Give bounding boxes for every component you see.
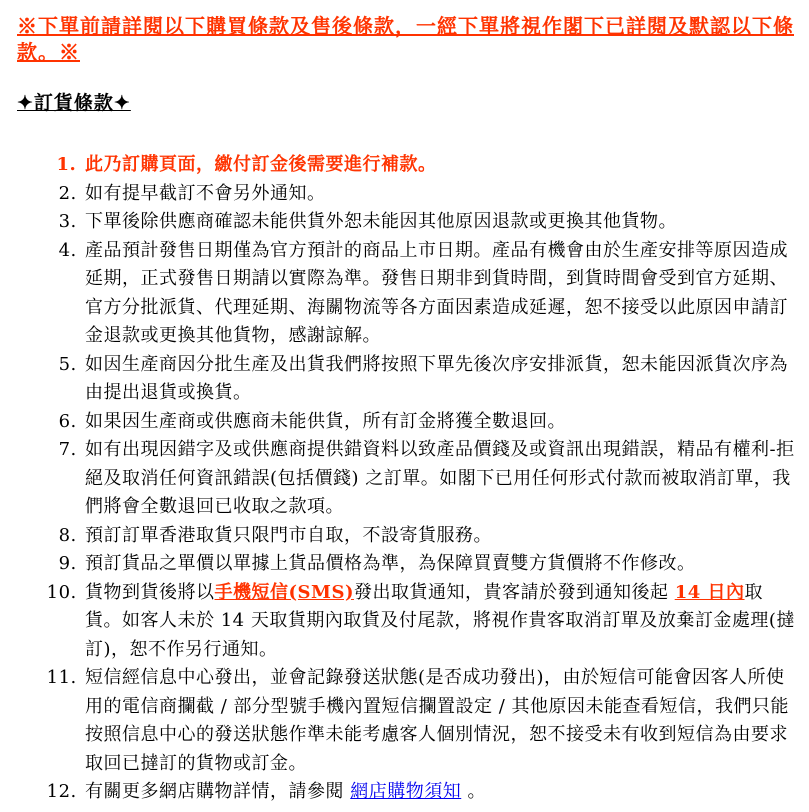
term-item-6: 6. 如果因生產商或供應商未能供貨，所有訂金將獲全數退回。 (83, 408, 795, 437)
term-item-12 (83, 778, 795, 807)
term-10-text-lead: 貨物到貨後將以 (85, 581, 215, 603)
term-item-11: 11. 短信經信息中心發出，並會記錄發送狀態(是否成功發出)，由於短信可能會因客人所使用的電信商攔截 / 部分型號手機內置短信攔置設定 / 其他原因未能查看短信，我們只能按照信息中心的發送狀態作準未能考慮客人個別情況，恕不接受未有收到短信為由要求取回已撻訂的貨物或訂金。 (83, 664, 795, 778)
sms-notice-highlight: 手機短信(SMS) (214, 581, 354, 603)
term-12-text-tail: 。 (461, 781, 486, 802)
order-terms-list (17, 151, 795, 807)
term-item-4: 4. 產品預計發售日期僅為官方預計的商品上市日期。產品有機會由於生產安排等原因造成延期，正式發售日期請以實際為準。發售日期非到貨時間，到貨時間會受到官方延期、官方分批派貨、代理延期、海關物流等各方面因素造成延遲，恕不接受以此原因申請訂金退款或更換其他貨物，感謝諒解。 (83, 237, 795, 351)
term-12-text-lead: 有關更多網店購物詳情，請參閱 (85, 781, 351, 802)
term-item-1: 1. 此乃訂購頁面，繳付訂金後需要進行補款。 (83, 151, 795, 180)
purchase-notice-banner: ※下單前請詳閱以下購買條款及售後條款，一經下單將視作閣下已詳閱及默認以下條款。※ (17, 14, 794, 64)
term-item-2: 2. 如有提早截訂不會另外通知。 (83, 180, 795, 209)
term-10-text-mid: 發出取貨通知，貴客請於發到通知後起 (353, 581, 675, 603)
term-item-5: 5. 如因生產商因分批生產及出貨我們將按照下單先後次序安排派貨，恕未能因派貨次序為由提出退貨或換貨。 (83, 351, 795, 408)
term-item-9: 9. 預訂貨品之單價以單據上貨品價格為準，為保障買賣雙方貨價將不作修改。 (83, 550, 795, 579)
term-item-10 (83, 579, 795, 665)
pickup-deadline-highlight: 14 日內 (674, 581, 745, 603)
store-shopping-notice-link[interactable]: 網店購物須知 (350, 781, 462, 802)
term-10-text-tail: 取貨。如客人未於 14 天取貨期內取貨及付尾款，將視作貴客取消訂單及放棄訂金處理(撻訂)，恕不作另行通知。 (85, 581, 795, 660)
section-title-order-terms: ✦訂貨條款✦ (17, 92, 131, 114)
term-item-3: 3. 下單後除供應商確認未能供貨外恕未能因其他原因退款或更換其他貨物。 (83, 208, 795, 237)
term-item-8: 8. 預訂訂單香港取貨只限門市自取，不設寄貨服務。 (83, 522, 795, 551)
term-item-7: 7. 如有出現因錯字及或供應商提供錯資料以致產品價錢及或資訊出現錯誤，精品有權利-拒絕及取消任何資訊錯誤(包括價錢) 之訂單。如閣下已用任何形式付款而被取消訂單，我們將會全數退回已收取之款項。 (83, 436, 795, 522)
